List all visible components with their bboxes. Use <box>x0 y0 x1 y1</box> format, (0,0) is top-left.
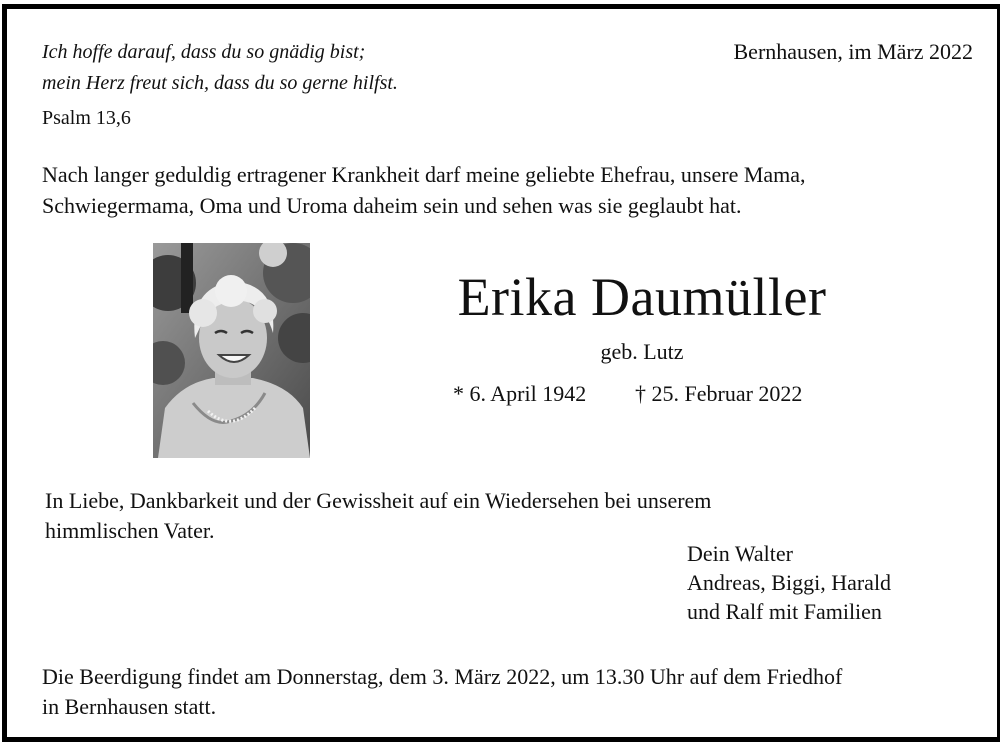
mourner-line-3: und Ralf mit Familien <box>687 599 882 624</box>
funeral-info <box>42 662 842 722</box>
mourners-list <box>687 539 891 626</box>
mourner-line-2: Andreas, Biggi, Harald <box>687 570 892 595</box>
place-date: Bernhausen, im März 2022 <box>733 39 973 64</box>
mourner-line-1: Dein Walter <box>687 541 793 566</box>
intro-line-1: Nach langer geduldig ertragener Krankheit darf meine geliebte Ehefrau, unsere Mama, <box>42 162 806 187</box>
death-date: † 25. Februar 2022 <box>635 381 803 406</box>
farewell-line-2: himmlischen Vater. <box>45 518 215 543</box>
intro-text <box>42 159 806 221</box>
farewell-line-1: In Liebe, Dankbarkeit und der Gewissheit auf ein Wiedersehen bei unserem <box>45 488 712 513</box>
psalm-reference: Psalm 13,6 <box>42 107 131 129</box>
funeral-line-1: Die Beerdigung findet am Donnerstag, dem 3. März 2022, um 13.30 Uhr auf dem Friedhof <box>42 664 843 689</box>
intro-line-2: Schwiegermama, Oma und Uroma daheim sein und sehen was sie geglaubt hat. <box>42 193 742 218</box>
maiden-name: geb. Lutz <box>600 339 684 364</box>
quote-line-1: Ich hoffe darauf, dass du so gnädig bist; <box>42 41 366 63</box>
portrait-photo-image <box>153 243 310 458</box>
deceased-name: Erika Daumüller <box>457 267 827 327</box>
bible-quote <box>42 37 398 99</box>
birth-date: * 6. April 1942 <box>453 381 587 406</box>
portrait-photo <box>153 243 310 458</box>
obituary-notice <box>2 4 1000 742</box>
quote-line-2: mein Herz freut sich, dass du so gerne hilfst. <box>42 72 398 94</box>
funeral-line-2: in Bernhausen statt. <box>42 694 217 719</box>
farewell-text <box>45 486 711 546</box>
